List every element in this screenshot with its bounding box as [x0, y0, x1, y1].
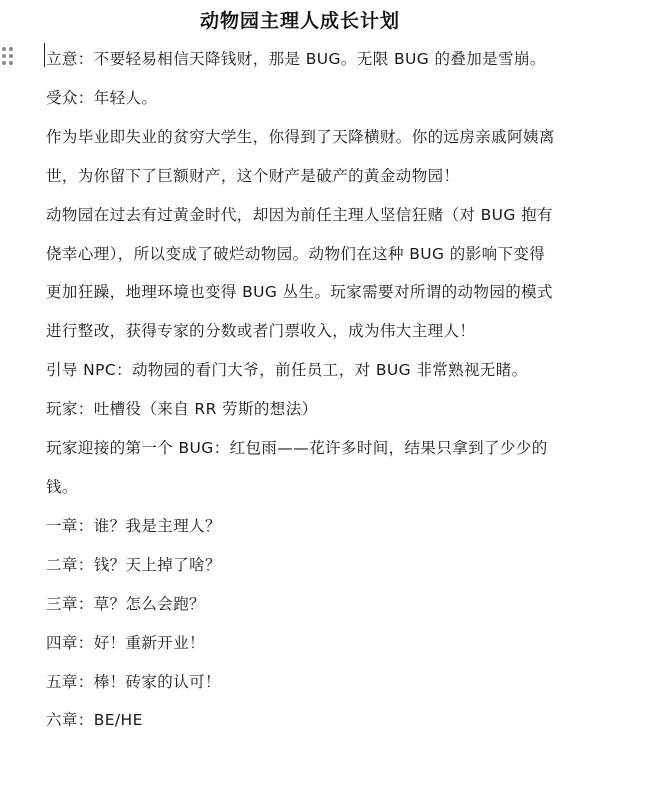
paragraph-guide-npc[interactable]: 引导 NPC：动物园的看门大爷，前任员工，对 BUG 非常熟视无睹。 — [46, 361, 528, 380]
chapter-2[interactable]: 二章：钱？天上掉了啥？ — [46, 555, 221, 574]
chapter-6[interactable]: 六章：BE/HE — [46, 711, 143, 730]
paragraph-background[interactable]: 动物园在过去有过黄金时代，却因为前任主理人坚信狂赌（对 BUG 抱有侥幸心理），所以变成了破烂动物园。动物们在这种 BUG 的影响下变得更加狂躁，地理环境也变得 BUG 丛生。玩家需要对所谓的动物园的模式进行整改，获得专家的分数或者门票收入，成为伟大主理人！ — [46, 205, 553, 341]
document-body[interactable] — [46, 40, 561, 740]
chapter-1[interactable]: 一章：谁？我是主理人？ — [46, 516, 221, 535]
paragraph-player-role[interactable]: 玩家：吐槽役（来自 RR 劳斯的想法） — [46, 400, 318, 419]
chapter-3[interactable]: 三章：草？怎么会跑？ — [46, 594, 206, 613]
paragraph-first-bug[interactable]: 玩家迎接的第一个 BUG：红包雨——花许多时间，结果只拿到了少少的钱。 — [46, 439, 548, 496]
paragraph-theme[interactable]: 立意：不要轻易相信天降钱财，那是 BUG。无限 BUG 的叠加是雪崩。 — [46, 50, 546, 68]
document-title: 动物园主理人成长计划 — [199, 10, 400, 32]
chapter-4[interactable]: 四章：好！重新开业！ — [46, 633, 206, 652]
text-cursor — [44, 43, 45, 67]
paragraph-audience[interactable]: 受众：年轻人。 — [46, 88, 158, 107]
paragraph-premise[interactable]: 作为毕业即失业的贫穷大学生，你得到了天降横财。你的远房亲戚阿姨离世，为你留下了巨额财产，这个财产是破产的黄金动物园！ — [46, 127, 555, 185]
block-drag-handle-icon[interactable] — [2, 47, 14, 67]
chapter-5[interactable]: 五章：棒！砖家的认可！ — [46, 672, 221, 691]
